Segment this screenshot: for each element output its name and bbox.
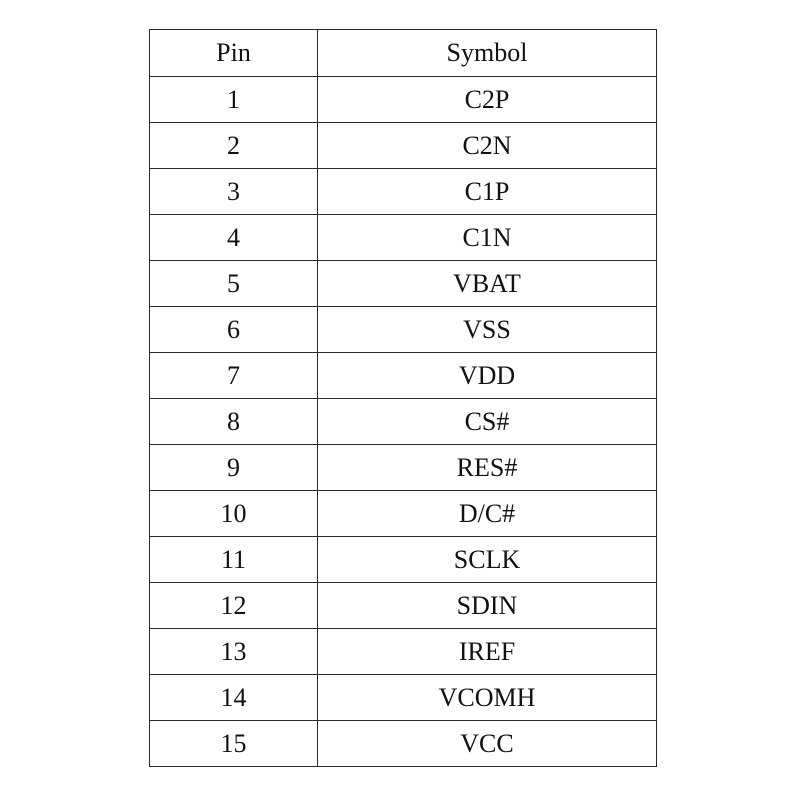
pin-cell: 9 [150,445,318,491]
pin-cell: 1 [150,77,318,123]
table-row [150,399,657,445]
table-header [150,30,657,77]
symbol-cell: SCLK [318,537,657,583]
table-row [150,307,657,353]
symbol-cell: VBAT [318,261,657,307]
table-row [150,169,657,215]
table-row [150,77,657,123]
table-row [150,445,657,491]
pin-cell: 8 [150,399,318,445]
symbol-cell: C2N [318,123,657,169]
pin-cell: 6 [150,307,318,353]
symbol-cell: CS# [318,399,657,445]
symbol-cell: VDD [318,353,657,399]
table-row [150,123,657,169]
table-row [150,353,657,399]
table-row [150,261,657,307]
header-row [150,30,657,77]
symbol-cell: VCOMH [318,675,657,721]
symbol-cell: D/C# [318,491,657,537]
table-row [150,215,657,261]
table-row [150,721,657,767]
table-row [150,491,657,537]
symbol-cell: VCC [318,721,657,767]
symbol-cell: IREF [318,629,657,675]
header-symbol: Symbol [318,30,657,77]
symbol-cell: C2P [318,77,657,123]
pin-cell: 10 [150,491,318,537]
symbol-cell: C1N [318,215,657,261]
pin-cell: 3 [150,169,318,215]
symbol-cell: SDIN [318,583,657,629]
pin-cell: 5 [150,261,318,307]
pin-cell: 12 [150,583,318,629]
pin-cell: 2 [150,123,318,169]
pin-symbol-table [149,29,657,767]
pin-cell: 11 [150,537,318,583]
table-row [150,675,657,721]
table-body [150,77,657,767]
header-pin: Pin [150,30,318,77]
symbol-cell: VSS [318,307,657,353]
table-row [150,537,657,583]
pin-cell: 15 [150,721,318,767]
pin-cell: 14 [150,675,318,721]
pin-cell: 13 [150,629,318,675]
pin-cell: 4 [150,215,318,261]
symbol-cell: C1P [318,169,657,215]
pin-cell: 7 [150,353,318,399]
table-row [150,583,657,629]
table-row [150,629,657,675]
symbol-cell: RES# [318,445,657,491]
